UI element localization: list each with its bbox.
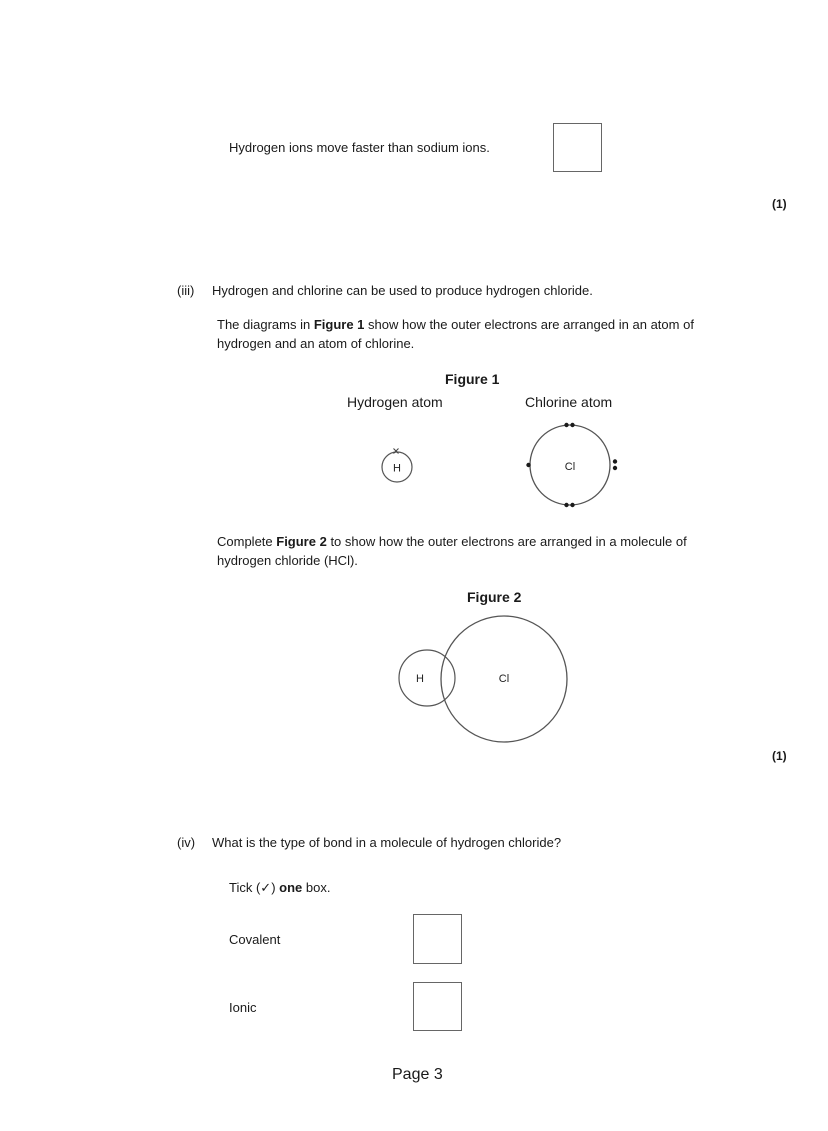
- figure1-intro-line1: The diagrams in Figure 1 show how the outer electrons are arranged in an atom of: [217, 317, 694, 332]
- statement-text: Hydrogen ions move faster than sodium ions.: [229, 140, 490, 155]
- figure2-title: Figure 2: [467, 589, 522, 605]
- question-iii-text: Hydrogen and chlorine can be used to produce hydrogen chloride.: [212, 283, 593, 298]
- chlorine-atom-label: Chlorine atom: [525, 394, 613, 410]
- tick-box-covalent[interactable]: [413, 914, 462, 964]
- figure2-diagram[interactable]: [390, 612, 580, 752]
- chlorine-symbol-fig2: Cl: [498, 673, 510, 685]
- marks-label-part-iii: (1): [772, 749, 787, 763]
- option-label-covalent: Covalent: [229, 932, 281, 947]
- figure1-diagram: [360, 410, 660, 520]
- figure1-title: Figure 1: [445, 371, 500, 387]
- question-number-iv: (iv): [177, 835, 196, 850]
- hydrogen-electron-cross: [394, 449, 399, 454]
- figure2-task-line2: hydrogen chloride (HCl).: [217, 553, 358, 568]
- page-number: Page 3: [392, 1066, 443, 1083]
- tick-instruction: Tick (✓) one box.: [229, 880, 331, 895]
- hydrogen-shell-fig2: [399, 650, 455, 706]
- hydrogen-atom-label: Hydrogen atom: [347, 394, 443, 410]
- option-label-ionic: Ionic: [229, 1000, 257, 1015]
- tick-box-ionic[interactable]: [413, 982, 462, 1031]
- figure1-intro-line2: hydrogen and an atom of chlorine.: [217, 336, 415, 351]
- hydrogen-symbol-fig2: H: [416, 673, 424, 685]
- hydrogen-symbol: H: [393, 462, 401, 475]
- figure2-task-line1: Complete Figure 2 to show how the outer electrons are arranged in a molecule of: [217, 534, 687, 549]
- question-number-iii: (iii): [177, 283, 195, 298]
- question-iv-text: What is the type of bond in a molecule of hydrogen chloride?: [212, 835, 562, 850]
- answer-tick-box-hydrogen-ions[interactable]: [553, 123, 602, 172]
- chlorine-symbol: Cl: [564, 461, 576, 473]
- marks-label-part-ii: (1): [772, 197, 787, 211]
